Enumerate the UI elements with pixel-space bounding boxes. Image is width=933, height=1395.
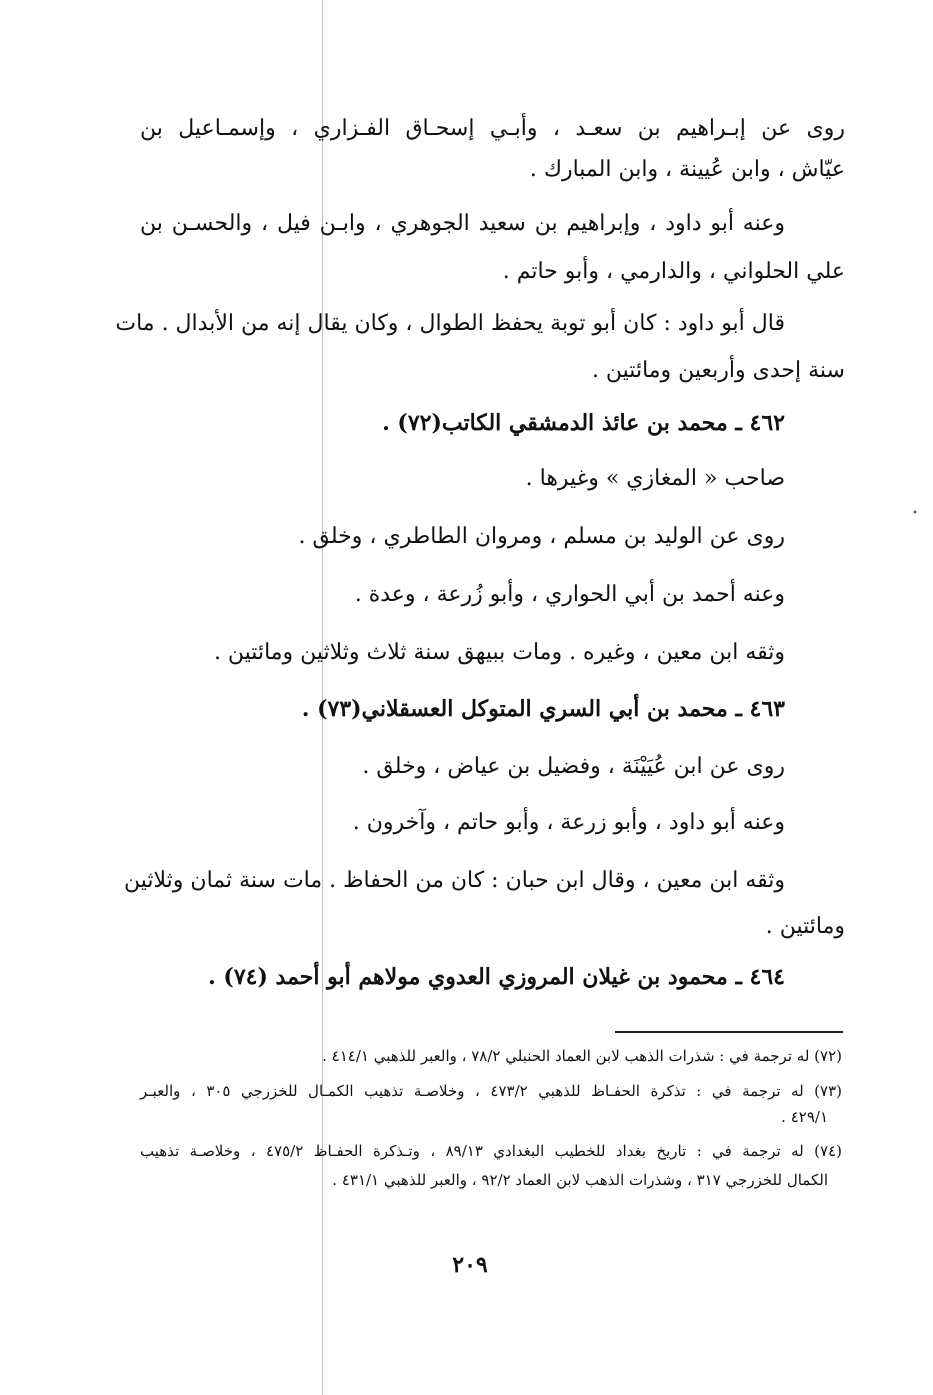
footnote-line: (٧٢) له ترجمة في : شذرات الذهب لابن العماد الحنبلي ٧٨/٢ ، والعبر للذهبي ٤١٤/١ . [322,1047,842,1065]
body-line: ومائتين . [765,914,845,939]
scan-speck: • [912,508,918,519]
body-line: روى عن الوليد بن مسلم ، ومروان الطاطري ، وخلق . [298,524,785,549]
body-line: قال أبو داود : كان أبو توبة يحفظ الطوال ، وكان يقال إنه من الأبدال . مات [115,311,785,336]
body-line: ٤٦٣ ـ محمد بن أبي السري المتوكل العسقلاني(٧٣) . [301,696,785,722]
page-number: ٢٠٩ [452,1252,488,1278]
footnote-line: الكمال للخزرجي ٣١٧ ، وشذرات الذهب لابن العماد ٩٢/٢ ، والعبر للذهبي ٤٣١/١ . [332,1171,828,1189]
body-line: روى عن ابن عُيَيْنَة ، وفضيل بن عياض ، وخلق . [362,754,785,779]
body-line: عيّاش ، وابن عُيينة ، وابن المبارك . [529,157,845,182]
body-line: وثقه ابن معين ، وغيره . ومات ببيهق سنة ثلاث وثلاثين ومائتين . [213,640,785,665]
body-line: وعنه أبو داود ، وإبراهيم بن سعيد الجوهري ، وابـن فيل ، والحسـن بن [140,211,785,236]
body-line: سنة إحدى وأربعين ومائتين . [591,358,845,383]
body-line: وعنه أحمد بن أبي الحواري ، وأبو زُرعة ، وعدة . [354,582,785,607]
body-line: وعنه أبو داود ، وأبو زرعة ، وأبو حاتم ، وآخرون . [352,810,785,835]
body-line: ٤٦٤ ـ محمود بن غيلان المروزي العدوي مولاهم أبو أحمد (٧٤) . [208,964,785,990]
footnote-line: (٧٤) له ترجمة في : تاريخ بغداد للخطيب البغدادي ٨٩/١٣ ، وتـذكرة الحفـاظ ٤٧٥/٢ ، وخلاصـة تذهيب [140,1142,842,1160]
body-line: روى عن إبـراهيم بن سعـد ، وأبـي إسحـاق الفـزاري ، وإسمـاعيل بن [140,116,845,141]
body-line: ٤٦٢ ـ محمد بن عائذ الدمشقي الكاتب(٧٢) . [382,410,785,436]
body-line: وثقه ابن معين ، وقال ابن حبان : كان من الحفاظ . مات سنة ثمان وثلاثين [124,868,785,893]
footnote-line: ٤٢٩/١ . [781,1108,828,1126]
footnote-line: (٧٣) له ترجمة في : تذكرة الحفـاظ للذهبي ٤٧٣/٢ ، وخلاصـة تذهيب الكمـال للخزرجي ٣٠٥ ، والعبـر [140,1082,843,1100]
body-line: صاحب « المغازي » وغيرها . [525,466,785,491]
body-line: علي الحلواني ، والدارمي ، وأبو حاتم . [502,259,845,284]
footnote-separator [615,1031,843,1033]
